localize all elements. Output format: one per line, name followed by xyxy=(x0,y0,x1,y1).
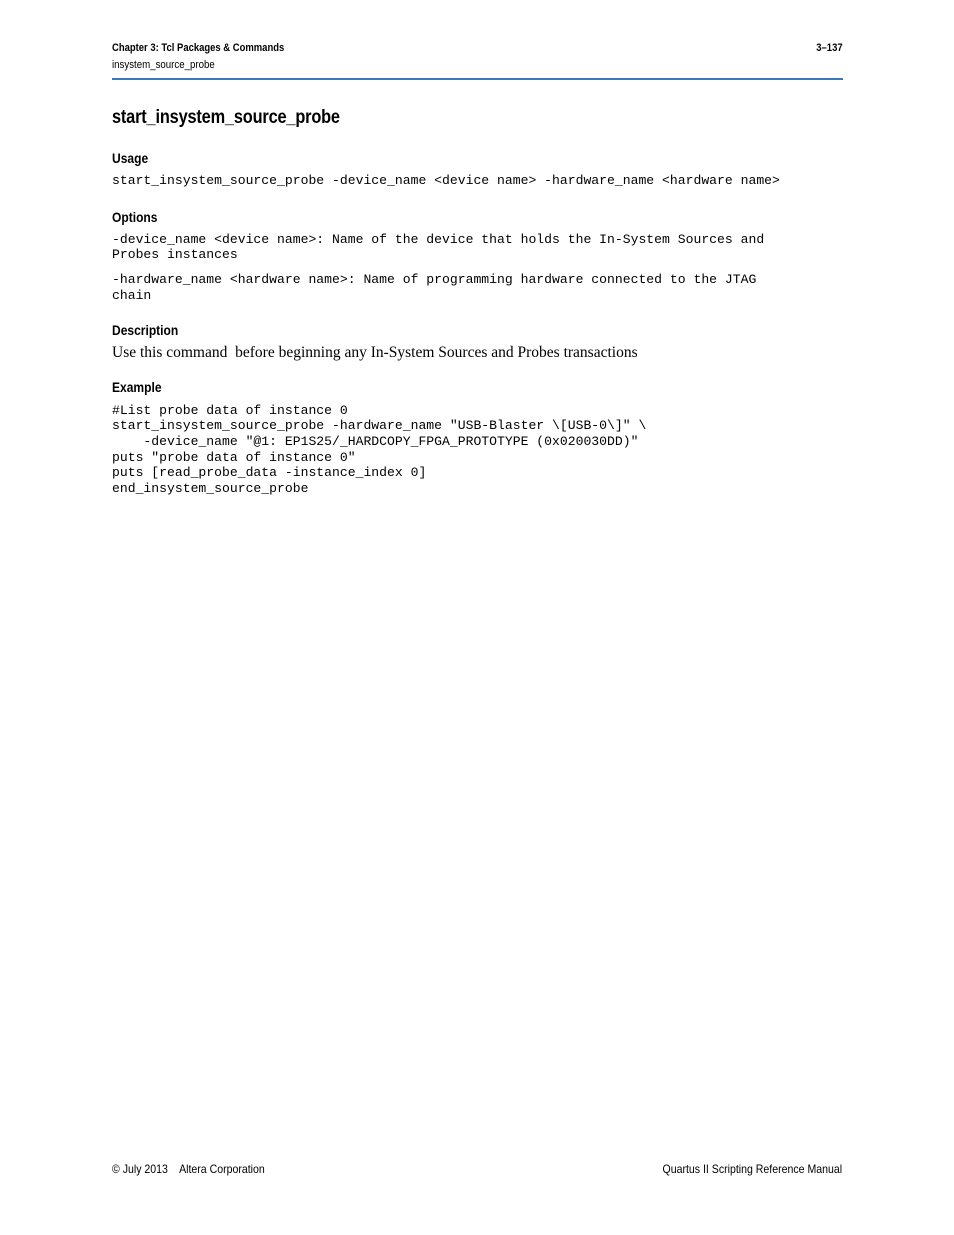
option-line: -hardware_name <hardware name>: Name of programming hardware connected to the JTAG xyxy=(112,272,757,288)
page-number: 3–137 xyxy=(816,42,843,54)
main-content xyxy=(112,104,843,497)
option-line: chain xyxy=(112,287,152,303)
description-text: Use this command before beginning any In-System Sources and Probes transactions xyxy=(112,343,638,361)
code-line: -device_name "@1: EP1S25/_HARDCOPY_FPGA_PROTOTYPE (0x020030DD)" xyxy=(112,433,639,449)
option-item xyxy=(112,272,843,303)
code-line: end_insystem_source_probe xyxy=(112,481,309,497)
option-item xyxy=(112,232,843,263)
footer-copyright: © July 2013 Altera Corporation xyxy=(112,1162,265,1176)
options-list xyxy=(112,232,843,304)
code-line: start_insystem_source_probe -hardware_name "USB-Blaster \[USB-0\]" \ xyxy=(112,418,647,434)
code-line: #List probe data of instance 0 xyxy=(112,402,348,418)
option-line: Probes instances xyxy=(112,247,238,263)
option-line: -device_name <device name>: Name of the device that holds the In-System Sources and xyxy=(112,231,765,247)
example-heading: Example xyxy=(112,378,162,395)
options-heading: Options xyxy=(112,208,158,225)
code-line: puts [read_probe_data -instance_index 0] xyxy=(112,465,427,481)
example-code xyxy=(112,403,843,497)
code-line: puts "probe data of instance 0" xyxy=(112,449,356,465)
section-name: insystem_source_probe xyxy=(112,59,215,71)
usage-syntax: start_insystem_source_probe -device_name <device name> -hardware_name <hardware name> xyxy=(112,173,780,188)
page-header xyxy=(112,42,843,80)
command-title: start_insystem_source_probe xyxy=(112,107,340,128)
usage-heading: Usage xyxy=(112,150,149,166)
description-heading: Description xyxy=(112,321,179,338)
chapter-title: Chapter 3: Tcl Packages & Commands xyxy=(112,42,285,54)
footer-manual-title: Quartus II Scripting Reference Manual xyxy=(662,1162,842,1176)
